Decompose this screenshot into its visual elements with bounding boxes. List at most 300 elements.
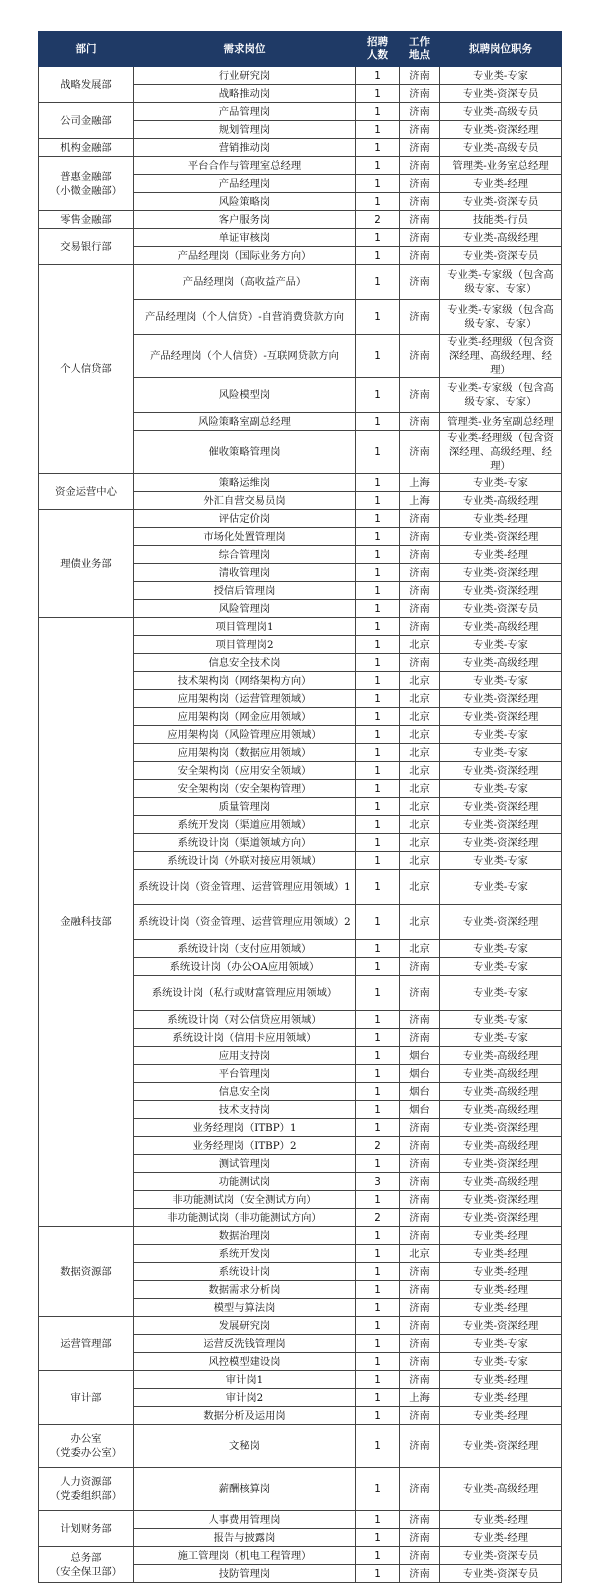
post-type-cell: 专业类-专家 bbox=[440, 870, 562, 905]
location-cell: 济南 bbox=[400, 1299, 440, 1317]
post-type-cell: 专业类-高级经理 bbox=[440, 1468, 562, 1511]
location-cell: 北京 bbox=[400, 834, 440, 852]
position-cell: 产品经理岗 bbox=[134, 175, 356, 193]
headcount-cell: 1 bbox=[356, 1227, 400, 1245]
headcount-cell: 1 bbox=[356, 1407, 400, 1425]
post-type-cell: 专业类-专家 bbox=[440, 672, 562, 690]
table-row bbox=[39, 1425, 562, 1468]
headcount-cell: 1 bbox=[356, 834, 400, 852]
headcount-cell: 1 bbox=[356, 870, 400, 905]
location-cell: 济南 bbox=[400, 528, 440, 546]
headcount-cell: 1 bbox=[356, 1353, 400, 1371]
post-type-cell: 专业类-资深经理 bbox=[440, 762, 562, 780]
location-cell: 济南 bbox=[400, 1547, 440, 1565]
position-cell: 信息安全技术岗 bbox=[134, 654, 356, 672]
location-cell: 济南 bbox=[400, 1119, 440, 1137]
headcount-cell: 1 bbox=[356, 744, 400, 762]
location-cell: 北京 bbox=[400, 672, 440, 690]
position-cell: 产品经理岗（国际业务方向） bbox=[134, 247, 356, 265]
department-cell: 运营管理部 bbox=[39, 1317, 134, 1371]
location-cell: 济南 bbox=[400, 121, 440, 139]
headcount-cell: 1 bbox=[356, 1155, 400, 1173]
position-cell: 应用架构岗（风险管理应用领域） bbox=[134, 726, 356, 744]
post-type-cell: 专业类-高级经理 bbox=[440, 654, 562, 672]
location-cell: 北京 bbox=[400, 905, 440, 940]
headcount-cell: 1 bbox=[356, 1468, 400, 1511]
position-cell: 系统设计岗（对公信贷应用领域） bbox=[134, 1011, 356, 1029]
headcount-cell: 1 bbox=[356, 1119, 400, 1137]
location-cell: 济南 bbox=[400, 1468, 440, 1511]
headcount-cell: 1 bbox=[356, 85, 400, 103]
post-type-cell: 专业类-资深专员 bbox=[440, 193, 562, 211]
headcount-cell: 1 bbox=[356, 582, 400, 600]
post-type-cell: 专业类-经理 bbox=[440, 1371, 562, 1389]
position-cell: 客户服务岗 bbox=[134, 211, 356, 229]
post-type-cell: 专业类-资深经理 bbox=[440, 1155, 562, 1173]
headcount-cell: 1 bbox=[356, 1029, 400, 1047]
post-type-cell: 专业类-经理级（包含资深经理、高级经理、经理） bbox=[440, 335, 562, 378]
location-cell: 上海 bbox=[400, 474, 440, 492]
position-cell: 系统设计岗（支付应用领域） bbox=[134, 940, 356, 958]
table-row bbox=[39, 1371, 562, 1389]
department-cell: 资金运营中心 bbox=[39, 474, 134, 510]
location-cell: 北京 bbox=[400, 1245, 440, 1263]
headcount-cell: 3 bbox=[356, 1173, 400, 1191]
header-headcount: 招聘 人数 bbox=[356, 32, 400, 67]
location-cell: 北京 bbox=[400, 940, 440, 958]
post-type-cell: 专业类-专家级（包含高级专家、专家） bbox=[440, 265, 562, 300]
position-cell: 应用架构岗（网金应用领域） bbox=[134, 708, 356, 726]
location-cell: 济南 bbox=[400, 582, 440, 600]
headcount-cell: 1 bbox=[356, 193, 400, 211]
headcount-cell: 1 bbox=[356, 175, 400, 193]
position-cell: 催收策略管理岗 bbox=[134, 431, 356, 474]
location-cell: 济南 bbox=[400, 1191, 440, 1209]
headcount-cell: 1 bbox=[356, 1371, 400, 1389]
position-cell: 数据治理岗 bbox=[134, 1227, 356, 1245]
position-cell: 文秘岗 bbox=[134, 1425, 356, 1468]
table-row bbox=[39, 67, 562, 85]
table-row bbox=[39, 1468, 562, 1511]
position-cell: 风险管理岗 bbox=[134, 600, 356, 618]
location-cell: 济南 bbox=[400, 510, 440, 528]
position-cell: 系统设计岗（私行或财富管理应用领域） bbox=[134, 976, 356, 1011]
recruitment-table-container bbox=[38, 31, 561, 1583]
position-cell: 技术支持岗 bbox=[134, 1101, 356, 1119]
post-type-cell: 专业类-专家 bbox=[440, 852, 562, 870]
position-cell: 系统设计岗（外联对接应用领域） bbox=[134, 852, 356, 870]
post-type-cell: 专业类-资深经理 bbox=[440, 690, 562, 708]
post-type-cell: 专业类-资深经理 bbox=[440, 1209, 562, 1227]
table-row bbox=[39, 103, 562, 121]
header-location: 工作 地点 bbox=[400, 32, 440, 67]
post-type-cell: 专业类-资深经理 bbox=[440, 708, 562, 726]
location-cell: 济南 bbox=[400, 103, 440, 121]
position-cell: 产品管理岗 bbox=[134, 103, 356, 121]
headcount-cell: 1 bbox=[356, 798, 400, 816]
post-type-cell: 专业类-资深经理 bbox=[440, 834, 562, 852]
headcount-cell: 1 bbox=[356, 229, 400, 247]
headcount-cell: 1 bbox=[356, 247, 400, 265]
location-cell: 北京 bbox=[400, 816, 440, 834]
location-cell: 济南 bbox=[400, 335, 440, 378]
post-type-cell: 专业类-专家 bbox=[440, 976, 562, 1011]
location-cell: 济南 bbox=[400, 1407, 440, 1425]
location-cell: 烟台 bbox=[400, 1083, 440, 1101]
position-cell: 风险策略岗 bbox=[134, 193, 356, 211]
location-cell: 济南 bbox=[400, 175, 440, 193]
position-cell: 施工管理岗（机电工程管理） bbox=[134, 1547, 356, 1565]
location-cell: 济南 bbox=[400, 546, 440, 564]
position-cell: 薪酬核算岗 bbox=[134, 1468, 356, 1511]
department-cell: 零售金融部 bbox=[39, 211, 134, 229]
position-cell: 规划管理岗 bbox=[134, 121, 356, 139]
headcount-cell: 1 bbox=[356, 546, 400, 564]
post-type-cell: 专业类-高级专员 bbox=[440, 103, 562, 121]
position-cell: 模型与算法岗 bbox=[134, 1299, 356, 1317]
post-type-cell: 专业类-专家 bbox=[440, 940, 562, 958]
position-cell: 项目管理岗1 bbox=[134, 618, 356, 636]
position-cell: 技术架构岗（网络架构方向） bbox=[134, 672, 356, 690]
headcount-cell: 1 bbox=[356, 708, 400, 726]
location-cell: 济南 bbox=[400, 1227, 440, 1245]
headcount-cell: 1 bbox=[356, 1547, 400, 1565]
table-row bbox=[39, 1317, 562, 1335]
table-row bbox=[39, 211, 562, 229]
position-cell: 非功能测试岗（非功能测试方向） bbox=[134, 1209, 356, 1227]
headcount-cell: 1 bbox=[356, 958, 400, 976]
headcount-cell: 1 bbox=[356, 816, 400, 834]
location-cell: 济南 bbox=[400, 1137, 440, 1155]
department-cell: 交易银行部 bbox=[39, 229, 134, 265]
table-body bbox=[39, 67, 562, 1583]
location-cell: 北京 bbox=[400, 852, 440, 870]
header-post-type: 拟聘岗位职务 bbox=[440, 32, 562, 67]
location-cell: 济南 bbox=[400, 247, 440, 265]
post-type-cell: 管理类-业务室总经理 bbox=[440, 157, 562, 175]
location-cell: 济南 bbox=[400, 431, 440, 474]
headcount-cell: 1 bbox=[356, 1083, 400, 1101]
position-cell: 系统设计岗（资金管理、运营管理应用领域）1 bbox=[134, 870, 356, 905]
headcount-cell: 1 bbox=[356, 1425, 400, 1468]
position-cell: 系统设计岗（信用卡应用领域） bbox=[134, 1029, 356, 1047]
post-type-cell: 专业类-专家 bbox=[440, 67, 562, 85]
location-cell: 济南 bbox=[400, 1529, 440, 1547]
department-cell: 金融科技部 bbox=[39, 618, 134, 1227]
table-row bbox=[39, 1511, 562, 1529]
post-type-cell: 专业类-专家 bbox=[440, 1353, 562, 1371]
post-type-cell: 专业类-专家 bbox=[440, 474, 562, 492]
department-cell: 机构金融部 bbox=[39, 139, 134, 157]
post-type-cell: 专业类-高级经理 bbox=[440, 1173, 562, 1191]
headcount-cell: 1 bbox=[356, 1101, 400, 1119]
department-cell: 战略发展部 bbox=[39, 67, 134, 103]
headcount-cell: 1 bbox=[356, 636, 400, 654]
location-cell: 济南 bbox=[400, 1173, 440, 1191]
location-cell: 济南 bbox=[400, 1155, 440, 1173]
position-cell: 系统设计岗（资金管理、运营管理应用领域）2 bbox=[134, 905, 356, 940]
post-type-cell: 专业类-资深经理 bbox=[440, 121, 562, 139]
headcount-cell: 1 bbox=[356, 690, 400, 708]
header-department: 部门 bbox=[39, 32, 134, 67]
headcount-cell: 1 bbox=[356, 780, 400, 798]
headcount-cell: 1 bbox=[356, 726, 400, 744]
post-type-cell: 专业类-经理 bbox=[440, 1227, 562, 1245]
location-cell: 济南 bbox=[400, 1425, 440, 1468]
headcount-cell: 1 bbox=[356, 510, 400, 528]
post-type-cell: 专业类-专家 bbox=[440, 726, 562, 744]
post-type-cell: 专业类-高级经理 bbox=[440, 618, 562, 636]
department-cell: 计划财务部 bbox=[39, 1511, 134, 1547]
position-cell: 营销推动岗 bbox=[134, 139, 356, 157]
post-type-cell: 专业类-资深专员 bbox=[440, 85, 562, 103]
headcount-cell: 1 bbox=[356, 564, 400, 582]
position-cell: 风险模型岗 bbox=[134, 378, 356, 413]
position-cell: 非功能测试岗（安全测试方向） bbox=[134, 1191, 356, 1209]
position-cell: 技防管理岗 bbox=[134, 1565, 356, 1583]
location-cell: 烟台 bbox=[400, 1047, 440, 1065]
position-cell: 安全架构岗（应用安全领域） bbox=[134, 762, 356, 780]
headcount-cell: 1 bbox=[356, 1281, 400, 1299]
post-type-cell: 专业类-专家 bbox=[440, 1011, 562, 1029]
headcount-cell: 2 bbox=[356, 1209, 400, 1227]
location-cell: 济南 bbox=[400, 211, 440, 229]
location-cell: 北京 bbox=[400, 636, 440, 654]
post-type-cell: 专业类-高级专员 bbox=[440, 139, 562, 157]
position-cell: 系统设计岗（办公OA应用领域） bbox=[134, 958, 356, 976]
position-cell: 信息安全岗 bbox=[134, 1083, 356, 1101]
location-cell: 济南 bbox=[400, 67, 440, 85]
location-cell: 济南 bbox=[400, 1209, 440, 1227]
post-type-cell: 专业类-资深专员 bbox=[440, 1547, 562, 1565]
location-cell: 济南 bbox=[400, 600, 440, 618]
position-cell: 战略推动岗 bbox=[134, 85, 356, 103]
headcount-cell: 1 bbox=[356, 1317, 400, 1335]
headcount-cell: 1 bbox=[356, 654, 400, 672]
location-cell: 济南 bbox=[400, 1029, 440, 1047]
post-type-cell: 专业类-专家级（包含高级专家、专家） bbox=[440, 300, 562, 335]
headcount-cell: 1 bbox=[356, 1263, 400, 1281]
location-cell: 烟台 bbox=[400, 1101, 440, 1119]
headcount-cell: 1 bbox=[356, 618, 400, 636]
post-type-cell: 专业类-经理 bbox=[440, 1529, 562, 1547]
headcount-cell: 1 bbox=[356, 940, 400, 958]
position-cell: 数据分析及运用岗 bbox=[134, 1407, 356, 1425]
location-cell: 北京 bbox=[400, 870, 440, 905]
headcount-cell: 1 bbox=[356, 413, 400, 431]
department-cell: 公司金融部 bbox=[39, 103, 134, 139]
post-type-cell: 专业类-资深经理 bbox=[440, 816, 562, 834]
location-cell: 济南 bbox=[400, 976, 440, 1011]
position-cell: 报告与披露岗 bbox=[134, 1529, 356, 1547]
post-type-cell: 专业类-专家 bbox=[440, 780, 562, 798]
position-cell: 项目管理岗2 bbox=[134, 636, 356, 654]
position-cell: 系统设计岗（渠道领域方向） bbox=[134, 834, 356, 852]
location-cell: 济南 bbox=[400, 413, 440, 431]
post-type-cell: 专业类-资深专员 bbox=[440, 600, 562, 618]
headcount-cell: 1 bbox=[356, 976, 400, 1011]
headcount-cell: 1 bbox=[356, 1011, 400, 1029]
headcount-cell: 1 bbox=[356, 1245, 400, 1263]
location-cell: 济南 bbox=[400, 1371, 440, 1389]
location-cell: 济南 bbox=[400, 1263, 440, 1281]
headcount-cell: 1 bbox=[356, 1299, 400, 1317]
position-cell: 系统设计岗 bbox=[134, 1263, 356, 1281]
position-cell: 产品经理岗（高收益产品） bbox=[134, 265, 356, 300]
position-cell: 产品经理岗（个人信贷）-互联网贷款方向 bbox=[134, 335, 356, 378]
post-type-cell: 专业类-经理 bbox=[440, 510, 562, 528]
location-cell: 济南 bbox=[400, 564, 440, 582]
location-cell: 济南 bbox=[400, 1353, 440, 1371]
position-cell: 发展研究岗 bbox=[134, 1317, 356, 1335]
headcount-cell: 1 bbox=[356, 265, 400, 300]
headcount-cell: 1 bbox=[356, 762, 400, 780]
headcount-cell: 1 bbox=[356, 492, 400, 510]
post-type-cell: 管理类-业务室副总经理 bbox=[440, 413, 562, 431]
headcount-cell: 1 bbox=[356, 852, 400, 870]
headcount-cell: 2 bbox=[356, 1137, 400, 1155]
location-cell: 济南 bbox=[400, 1565, 440, 1583]
position-cell: 单证审核岗 bbox=[134, 229, 356, 247]
post-type-cell: 专业类-经理 bbox=[440, 1281, 562, 1299]
location-cell: 济南 bbox=[400, 193, 440, 211]
headcount-cell: 1 bbox=[356, 1335, 400, 1353]
headcount-cell: 1 bbox=[356, 121, 400, 139]
position-cell: 行业研究岗 bbox=[134, 67, 356, 85]
position-cell: 授信后管理岗 bbox=[134, 582, 356, 600]
post-type-cell: 专业类-资深经理 bbox=[440, 1317, 562, 1335]
post-type-cell: 专业类-专家 bbox=[440, 636, 562, 654]
location-cell: 北京 bbox=[400, 798, 440, 816]
department-cell: 办公室 （党委办公室） bbox=[39, 1425, 134, 1468]
position-cell: 系统开发岗（渠道应用领域） bbox=[134, 816, 356, 834]
department-cell: 人力资源部 （党委组织部） bbox=[39, 1468, 134, 1511]
location-cell: 上海 bbox=[400, 1389, 440, 1407]
headcount-cell: 1 bbox=[356, 139, 400, 157]
department-cell: 总务部 （安全保卫部） bbox=[39, 1547, 134, 1583]
headcount-cell: 1 bbox=[356, 1565, 400, 1583]
headcount-cell: 1 bbox=[356, 103, 400, 121]
position-cell: 人事费用管理岗 bbox=[134, 1511, 356, 1529]
position-cell: 综合管理岗 bbox=[134, 546, 356, 564]
table-row bbox=[39, 1547, 562, 1565]
location-cell: 济南 bbox=[400, 85, 440, 103]
position-cell: 策略运维岗 bbox=[134, 474, 356, 492]
location-cell: 北京 bbox=[400, 780, 440, 798]
headcount-cell: 1 bbox=[356, 335, 400, 378]
headcount-cell: 1 bbox=[356, 1389, 400, 1407]
post-type-cell: 专业类-经理 bbox=[440, 1245, 562, 1263]
position-cell: 安全架构岗（安全架构管理） bbox=[134, 780, 356, 798]
header-row bbox=[39, 32, 562, 67]
post-type-cell: 专业类-资深经理 bbox=[440, 798, 562, 816]
location-cell: 济南 bbox=[400, 654, 440, 672]
position-cell: 功能测试岗 bbox=[134, 1173, 356, 1191]
post-type-cell: 专业类-资深经理 bbox=[440, 1191, 562, 1209]
department-cell: 审计部 bbox=[39, 1371, 134, 1425]
post-type-cell: 专业类-经理 bbox=[440, 175, 562, 193]
location-cell: 济南 bbox=[400, 1335, 440, 1353]
table-row bbox=[39, 157, 562, 175]
position-cell: 产品经理岗（个人信贷）-自营消费贷款方向 bbox=[134, 300, 356, 335]
position-cell: 应用架构岗（运营管理领域） bbox=[134, 690, 356, 708]
post-type-cell: 专业类-专家级（包含高级专家、专家） bbox=[440, 378, 562, 413]
position-cell: 评估定价岗 bbox=[134, 510, 356, 528]
headcount-cell: 1 bbox=[356, 1529, 400, 1547]
post-type-cell: 专业类-专家 bbox=[440, 958, 562, 976]
post-type-cell: 专业类-经理 bbox=[440, 1511, 562, 1529]
headcount-cell: 1 bbox=[356, 1065, 400, 1083]
location-cell: 北京 bbox=[400, 726, 440, 744]
post-type-cell: 专业类-资深经理 bbox=[440, 905, 562, 940]
headcount-cell: 1 bbox=[356, 672, 400, 690]
table-row bbox=[39, 265, 562, 300]
header-position: 需求岗位 bbox=[134, 32, 356, 67]
location-cell: 北京 bbox=[400, 744, 440, 762]
position-cell: 平台合作与管理室总经理 bbox=[134, 157, 356, 175]
post-type-cell: 专业类-资深经理 bbox=[440, 528, 562, 546]
headcount-cell: 1 bbox=[356, 1511, 400, 1529]
position-cell: 业务经理岗（ITBP）1 bbox=[134, 1119, 356, 1137]
headcount-cell: 1 bbox=[356, 67, 400, 85]
position-cell: 数据需求分析岗 bbox=[134, 1281, 356, 1299]
location-cell: 济南 bbox=[400, 229, 440, 247]
position-cell: 审计岗1 bbox=[134, 1371, 356, 1389]
location-cell: 济南 bbox=[400, 618, 440, 636]
post-type-cell: 专业类-资深专员 bbox=[440, 1565, 562, 1583]
position-cell: 审计岗2 bbox=[134, 1389, 356, 1407]
headcount-cell: 1 bbox=[356, 1047, 400, 1065]
position-cell: 市场化处置管理岗 bbox=[134, 528, 356, 546]
location-cell: 烟台 bbox=[400, 1065, 440, 1083]
table-row bbox=[39, 139, 562, 157]
headcount-cell: 1 bbox=[356, 431, 400, 474]
location-cell: 济南 bbox=[400, 378, 440, 413]
position-cell: 外汇自营交易员岗 bbox=[134, 492, 356, 510]
headcount-cell: 1 bbox=[356, 157, 400, 175]
table-row bbox=[39, 510, 562, 528]
location-cell: 北京 bbox=[400, 690, 440, 708]
post-type-cell: 专业类-资深经理 bbox=[440, 582, 562, 600]
post-type-cell: 专业类-资深经理 bbox=[440, 1425, 562, 1468]
position-cell: 质量管理岗 bbox=[134, 798, 356, 816]
post-type-cell: 专业类-高级经理 bbox=[440, 1101, 562, 1119]
table-row bbox=[39, 1227, 562, 1245]
headcount-cell: 1 bbox=[356, 300, 400, 335]
table-row bbox=[39, 229, 562, 247]
table-header bbox=[39, 32, 562, 67]
position-cell: 系统开发岗 bbox=[134, 1245, 356, 1263]
position-cell: 风险策略室副总经理 bbox=[134, 413, 356, 431]
location-cell: 济南 bbox=[400, 958, 440, 976]
position-cell: 应用支持岗 bbox=[134, 1047, 356, 1065]
headcount-cell: 1 bbox=[356, 378, 400, 413]
position-cell: 运营反洗钱管理岗 bbox=[134, 1335, 356, 1353]
headcount-cell: 1 bbox=[356, 474, 400, 492]
post-type-cell: 专业类-经理 bbox=[440, 546, 562, 564]
post-type-cell: 专业类-专家 bbox=[440, 744, 562, 762]
location-cell: 济南 bbox=[400, 157, 440, 175]
position-cell: 应用架构岗（数据应用领域） bbox=[134, 744, 356, 762]
table-row bbox=[39, 618, 562, 636]
location-cell: 济南 bbox=[400, 300, 440, 335]
headcount-cell: 1 bbox=[356, 905, 400, 940]
position-cell: 业务经理岗（ITBP）2 bbox=[134, 1137, 356, 1155]
post-type-cell: 专业类-经理 bbox=[440, 1263, 562, 1281]
post-type-cell: 专业类-专家 bbox=[440, 1335, 562, 1353]
post-type-cell: 专业类-经理 bbox=[440, 1407, 562, 1425]
post-type-cell: 专业类-高级经理 bbox=[440, 492, 562, 510]
